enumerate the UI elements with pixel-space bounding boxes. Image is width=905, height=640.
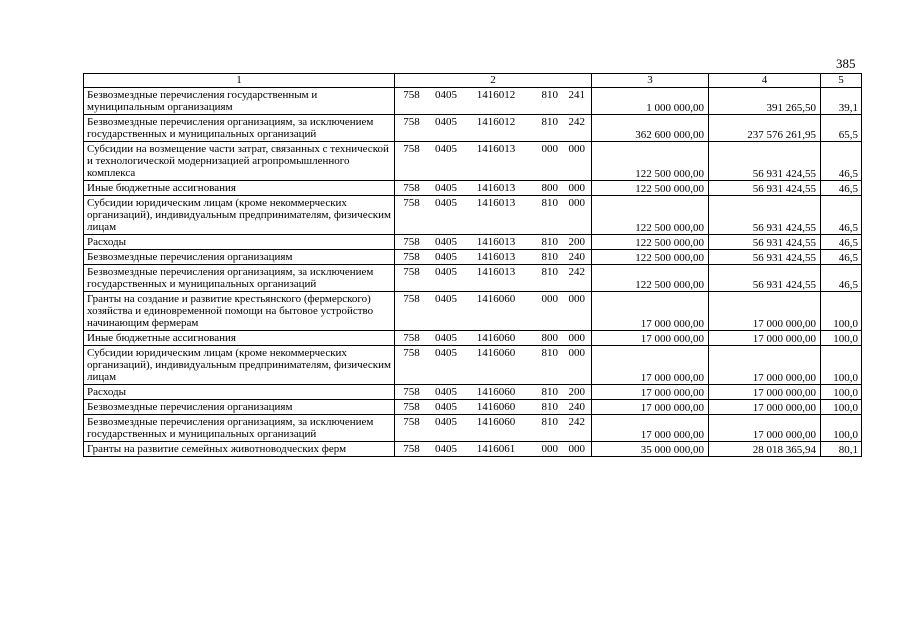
admin-code: 758 xyxy=(403,401,420,413)
execution-percent: 100,0 xyxy=(821,385,862,400)
header-col-3: 3 xyxy=(592,74,709,88)
expense-type-code: 800 xyxy=(541,332,558,344)
subtype-code: 000 xyxy=(568,347,585,359)
approved-amount: 17 000 000,00 xyxy=(592,400,709,415)
row-classification-code xyxy=(395,442,592,457)
expense-type-code: 000 xyxy=(541,443,558,455)
execution-percent: 46,5 xyxy=(821,196,862,235)
execution-percent: 100,0 xyxy=(821,346,862,385)
admin-code: 758 xyxy=(403,89,420,101)
execution-percent: 46,5 xyxy=(821,250,862,265)
expense-type-code: 000 xyxy=(541,293,558,305)
execution-percent: 65,5 xyxy=(821,115,862,142)
executed-amount: 56 931 424,55 xyxy=(709,235,821,250)
row-classification-code xyxy=(395,196,592,235)
expense-type-code: 810 xyxy=(541,401,558,413)
approved-amount: 122 500 000,00 xyxy=(592,250,709,265)
target-code: 1416060 xyxy=(476,386,516,398)
expense-type-code: 810 xyxy=(541,266,558,278)
section-code: 0405 xyxy=(435,386,457,398)
executed-amount: 391 265,50 xyxy=(709,88,821,115)
row-name: Безвозмездные перечисления государственным и муниципальным организациям xyxy=(84,88,395,115)
table-row xyxy=(84,292,862,331)
subtype-code: 000 xyxy=(568,332,585,344)
section-code: 0405 xyxy=(435,89,457,101)
admin-code: 758 xyxy=(403,251,420,263)
subtype-code: 241 xyxy=(568,89,585,101)
approved-amount: 17 000 000,00 xyxy=(592,292,709,331)
section-code: 0405 xyxy=(435,293,457,305)
expense-type-code: 810 xyxy=(541,197,558,209)
executed-amount: 17 000 000,00 xyxy=(709,400,821,415)
approved-amount: 35 000 000,00 xyxy=(592,442,709,457)
approved-amount: 362 600 000,00 xyxy=(592,115,709,142)
row-classification-code xyxy=(395,400,592,415)
row-name: Субсидии юридическим лицам (кроме некоммерческих организаций), индивидуальным предпринимателям, физическим лицам xyxy=(84,196,395,235)
subtype-code: 242 xyxy=(568,266,585,278)
admin-code: 758 xyxy=(403,416,420,428)
section-code: 0405 xyxy=(435,236,457,248)
budget-table xyxy=(83,73,862,457)
approved-amount: 17 000 000,00 xyxy=(592,415,709,442)
target-code: 1416061 xyxy=(476,443,516,455)
subtype-code: 000 xyxy=(568,143,585,155)
execution-percent: 100,0 xyxy=(821,331,862,346)
admin-code: 758 xyxy=(403,236,420,248)
subtype-code: 000 xyxy=(568,293,585,305)
table-row xyxy=(84,115,862,142)
section-code: 0405 xyxy=(435,416,457,428)
execution-percent: 100,0 xyxy=(821,292,862,331)
row-classification-code xyxy=(395,346,592,385)
admin-code: 758 xyxy=(403,293,420,305)
approved-amount: 1 000 000,00 xyxy=(592,88,709,115)
subtype-code: 200 xyxy=(568,236,585,248)
row-classification-code xyxy=(395,115,592,142)
row-name: Безвозмездные перечисления организациям xyxy=(84,400,395,415)
admin-code: 758 xyxy=(403,386,420,398)
subtype-code: 242 xyxy=(568,116,585,128)
approved-amount: 122 500 000,00 xyxy=(592,196,709,235)
row-name: Иные бюджетные ассигнования xyxy=(84,181,395,196)
admin-code: 758 xyxy=(403,116,420,128)
row-name: Гранты на развитие семейных животноводческих ферм xyxy=(84,442,395,457)
executed-amount: 17 000 000,00 xyxy=(709,292,821,331)
row-classification-code xyxy=(395,331,592,346)
row-classification-code xyxy=(395,250,592,265)
execution-percent: 80,1 xyxy=(821,442,862,457)
subtype-code: 000 xyxy=(568,197,585,209)
page-number: 385 xyxy=(836,56,856,71)
table-row xyxy=(84,400,862,415)
header-col-5: 5 xyxy=(821,74,862,88)
table-row xyxy=(84,181,862,196)
execution-percent: 46,5 xyxy=(821,235,862,250)
header-col-2: 2 xyxy=(395,74,592,88)
target-code: 1416060 xyxy=(476,347,516,359)
table-row xyxy=(84,142,862,181)
approved-amount: 17 000 000,00 xyxy=(592,385,709,400)
execution-percent: 100,0 xyxy=(821,415,862,442)
approved-amount: 17 000 000,00 xyxy=(592,331,709,346)
subtype-code: 242 xyxy=(568,416,585,428)
admin-code: 758 xyxy=(403,197,420,209)
table-header xyxy=(84,74,862,88)
table-row xyxy=(84,415,862,442)
section-code: 0405 xyxy=(435,182,457,194)
target-code: 1416060 xyxy=(476,401,516,413)
target-code: 1416013 xyxy=(476,182,516,194)
header-col-4: 4 xyxy=(709,74,821,88)
target-code: 1416013 xyxy=(476,236,516,248)
approved-amount: 122 500 000,00 xyxy=(592,142,709,181)
expense-type-code: 810 xyxy=(541,416,558,428)
target-code: 1416060 xyxy=(476,293,516,305)
row-classification-code xyxy=(395,415,592,442)
admin-code: 758 xyxy=(403,332,420,344)
executed-amount: 17 000 000,00 xyxy=(709,331,821,346)
row-name: Безвозмездные перечисления организациям xyxy=(84,250,395,265)
expense-type-code: 810 xyxy=(541,386,558,398)
target-code: 1416012 xyxy=(476,116,516,128)
execution-percent: 46,5 xyxy=(821,142,862,181)
expense-type-code: 810 xyxy=(541,89,558,101)
admin-code: 758 xyxy=(403,143,420,155)
executed-amount: 17 000 000,00 xyxy=(709,415,821,442)
expense-type-code: 000 xyxy=(541,143,558,155)
admin-code: 758 xyxy=(403,266,420,278)
admin-code: 758 xyxy=(403,347,420,359)
subtype-code: 000 xyxy=(568,182,585,194)
expense-type-code: 810 xyxy=(541,251,558,263)
expense-type-code: 810 xyxy=(541,116,558,128)
subtype-code: 240 xyxy=(568,251,585,263)
section-code: 0405 xyxy=(435,347,457,359)
section-code: 0405 xyxy=(435,197,457,209)
header-row xyxy=(84,74,862,88)
executed-amount: 56 931 424,55 xyxy=(709,142,821,181)
approved-amount: 122 500 000,00 xyxy=(592,235,709,250)
row-name: Безвозмездные перечисления организациям, за исключением государственных и муниципальных организаций xyxy=(84,115,395,142)
row-name: Безвозмездные перечисления организациям, за исключением государственных и муниципальных организаций xyxy=(84,415,395,442)
table-row xyxy=(84,196,862,235)
table-row xyxy=(84,235,862,250)
executed-amount: 17 000 000,00 xyxy=(709,346,821,385)
executed-amount: 28 018 365,94 xyxy=(709,442,821,457)
row-classification-code xyxy=(395,181,592,196)
table-row xyxy=(84,88,862,115)
row-name: Субсидии юридическим лицам (кроме некоммерческих организаций), индивидуальным предпринимателям, физическим лицам xyxy=(84,346,395,385)
row-classification-code xyxy=(395,142,592,181)
subtype-code: 240 xyxy=(568,401,585,413)
target-code: 1416013 xyxy=(476,197,516,209)
section-code: 0405 xyxy=(435,443,457,455)
row-name: Расходы xyxy=(84,235,395,250)
section-code: 0405 xyxy=(435,401,457,413)
expense-type-code: 800 xyxy=(541,182,558,194)
target-code: 1416060 xyxy=(476,416,516,428)
expense-type-code: 810 xyxy=(541,347,558,359)
target-code: 1416012 xyxy=(476,89,516,101)
execution-percent: 46,5 xyxy=(821,265,862,292)
execution-percent: 39,1 xyxy=(821,88,862,115)
section-code: 0405 xyxy=(435,143,457,155)
row-classification-code xyxy=(395,235,592,250)
executed-amount: 17 000 000,00 xyxy=(709,385,821,400)
target-code: 1416013 xyxy=(476,251,516,263)
execution-percent: 46,5 xyxy=(821,181,862,196)
section-code: 0405 xyxy=(435,116,457,128)
row-classification-code xyxy=(395,385,592,400)
section-code: 0405 xyxy=(435,332,457,344)
executed-amount: 56 931 424,55 xyxy=(709,250,821,265)
row-name: Иные бюджетные ассигнования xyxy=(84,331,395,346)
approved-amount: 122 500 000,00 xyxy=(592,265,709,292)
section-code: 0405 xyxy=(435,251,457,263)
executed-amount: 56 931 424,55 xyxy=(709,181,821,196)
executed-amount: 237 576 261,95 xyxy=(709,115,821,142)
target-code: 1416013 xyxy=(476,143,516,155)
execution-percent: 100,0 xyxy=(821,400,862,415)
subtype-code: 000 xyxy=(568,443,585,455)
section-code: 0405 xyxy=(435,266,457,278)
executed-amount: 56 931 424,55 xyxy=(709,265,821,292)
table-row xyxy=(84,346,862,385)
row-classification-code xyxy=(395,265,592,292)
approved-amount: 122 500 000,00 xyxy=(592,181,709,196)
row-classification-code xyxy=(395,292,592,331)
row-name: Субсидии на возмещение части затрат, связанных с технической и технологической модернизацией агропромышленного комплекса xyxy=(84,142,395,181)
row-classification-code xyxy=(395,88,592,115)
row-name: Гранты на создание и развитие крестьянского (фермерского) хозяйства и единовременной помощи на бытовое устройство начинающим фермерам xyxy=(84,292,395,331)
approved-amount: 17 000 000,00 xyxy=(592,346,709,385)
admin-code: 758 xyxy=(403,182,420,194)
table-row xyxy=(84,331,862,346)
executed-amount: 56 931 424,55 xyxy=(709,196,821,235)
table-body xyxy=(84,88,862,457)
admin-code: 758 xyxy=(403,443,420,455)
table-row xyxy=(84,385,862,400)
expense-type-code: 810 xyxy=(541,236,558,248)
table-row xyxy=(84,442,862,457)
row-name: Расходы xyxy=(84,385,395,400)
row-name: Безвозмездные перечисления организациям, за исключением государственных и муниципальных организаций xyxy=(84,265,395,292)
table-row xyxy=(84,265,862,292)
table-row xyxy=(84,250,862,265)
subtype-code: 200 xyxy=(568,386,585,398)
header-col-1: 1 xyxy=(84,74,395,88)
target-code: 1416060 xyxy=(476,332,516,344)
target-code: 1416013 xyxy=(476,266,516,278)
